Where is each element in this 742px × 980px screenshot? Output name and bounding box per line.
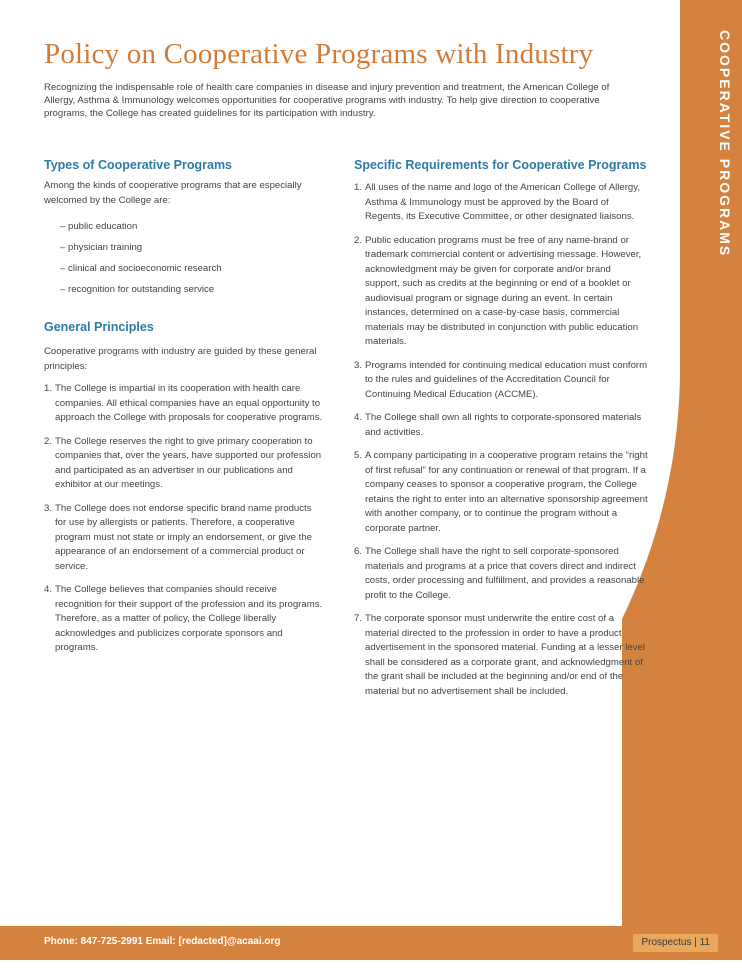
side-section-label: COOPERATIVE PROGRAMS	[717, 30, 733, 258]
list-item: 4. The College believes that companies should receive recognition for their support of the profession and its programs. Therefore, as a matter of policy, the College liberally acknowledges and publicizes corporate sponsors and programs.	[44, 584, 323, 653]
types-lead: Among the kinds of cooperative programs that are especially welcomed by the College are:	[44, 180, 302, 206]
list-item: 2. Public education programs must be free of any name-brand or trademark commercial content or advertising message. However, acknowledgment may be given for corporate and/or brand support, such as credits at the beginning or end of a booklet or audiovisual program or signage during an event. In certain instances, determined on a case-by-case basis, commercial materials may be distributed in conjunction with public education materials.	[354, 234, 642, 347]
types-heading: Types of Cooperative Programs	[44, 158, 233, 172]
footer-page-tab: Prospectus | 11	[633, 934, 718, 952]
principles-lead: Cooperative programs with industry are guided by these general principles:	[44, 346, 317, 372]
principles-heading: General Principles	[44, 320, 154, 334]
list-item: 1. All uses of the name and logo of the American College of Allergy, Asthma & Immunology must be approved by the Board of Regents, its Executive Committee, or other designated liaisons.	[354, 182, 641, 222]
list-item: – public education	[60, 216, 324, 237]
types-list	[44, 216, 324, 300]
left-column	[44, 158, 324, 665]
list-item: 4. The College shall own all rights to corporate-sponsored materials and activities.	[354, 412, 642, 438]
list-item: 1. The College is impartial in its cooperation with health care companies. All ethical companies have an equal opportunity to approach the College with proposals for cooperative programs.	[44, 383, 323, 423]
list-item: 5. A company participating in a cooperative program retains the “right of first refusal” for any continuation or renewal of that program. If a company ceases to sponsor a cooperative program, the College retains the right to enter into an alternative sponsorship agreement with another company, or to continue the program without a corporate partner.	[354, 450, 648, 534]
list-item: – recognition for outstanding service	[60, 279, 324, 300]
list-item: 3. The College does not endorse specific brand name products for use by allergists or patients. Therefore, a cooperative program must not state or imply an endorsement, or give the appearance of an endorsement of a commercial product or service.	[44, 502, 313, 572]
requirements-list	[354, 181, 648, 699]
list-item: – clinical and socioeconomic research	[60, 258, 324, 279]
list-item: 3. Programs intended for continuing medical education must conform to the rules and guidelines of the Accreditation Council for Continuing Medical Education (ACCME).	[354, 359, 648, 400]
right-column	[354, 158, 648, 708]
list-item: – physician training	[60, 237, 324, 258]
list-item: 6. The College shall have the right to sell corporate-sponsored materials and programs at a price that covers direct and indirect costs, order processing and fulfillment, and provides a reasonable profit to the College.	[354, 546, 645, 601]
list-item: 2. The College reserves the right to give primary cooperation to companies that, over the years, have supported our profession and participated as an advertiser in our publications and exhibitor at our meetings.	[44, 435, 322, 490]
principles-list	[44, 382, 324, 656]
page-footer	[0, 926, 742, 960]
list-item: 7. The corporate sponsor must underwrite the entire cost of a material directed to the profession in order to have a product advertisement in the sponsored material. Funding at a lesser level shall be considered as a corporate grant, and acknowledgment of the grant shall be included at the beginning and/or end of the material but no advertisement shall be included.	[354, 613, 645, 697]
header-block	[44, 38, 632, 120]
footer-contact[interactable]: Phone: 847-725-2991 Email: [redacted]@acaai.org	[44, 936, 281, 947]
requirements-heading: Specific Requirements for Cooperative Programs	[354, 158, 647, 172]
page-title: Policy on Cooperative Programs with Industry	[44, 38, 594, 70]
intro-paragraph: Recognizing the indispensable role of health care companies in disease and injury prevention and treatment, the American College of Allergy, Asthma & Immunology welcomes opportunities for cooperative programs with industry. To help give direction to cooperative programs, the College has created guidelines for its participation with industry.	[44, 82, 610, 119]
